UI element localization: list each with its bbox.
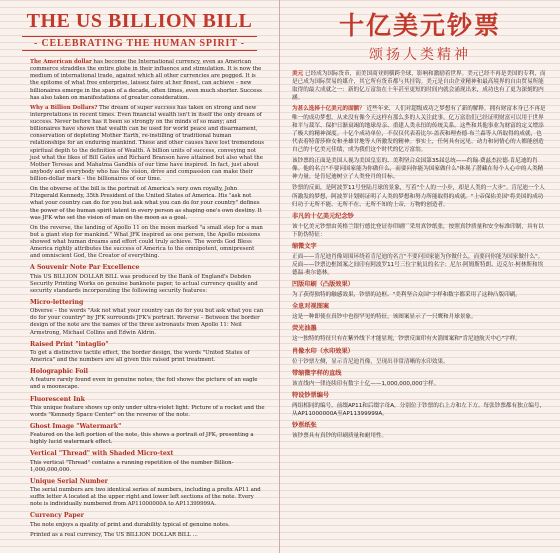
- body-paragraph: [30, 59, 265, 102]
- body-paragraph: [292, 157, 546, 181]
- paragraph-lead: 美元: [292, 71, 304, 77]
- section-text: 为了获得独特的触感效果，钞票的边框、"美利坚合众国"字样和数字都采用了这种凸版印刷。: [292, 292, 521, 299]
- section-heading: 带缩微字样的直线: [292, 369, 342, 377]
- section-text: 该十亿美元钞票由英格兰银行德比登证券印刷厂采用真钞纸张，按照真钞质量和安全标准印制，具有以下防伪特征：: [292, 223, 544, 238]
- section-text: 这一独特的特征只有在紫外线下才能显现，钞票反面印有火箭图案和"肯尼迪航天中心"字样。: [292, 336, 521, 343]
- english-body: [0, 59, 279, 539]
- section-heading: 特设钞票编号: [292, 391, 330, 399]
- section-heading: Fluorescent Ink: [30, 395, 85, 403]
- section-heading: 凹版印刷（凸版效果）: [292, 281, 354, 289]
- english-title: THE US BILLION BILL: [26, 10, 253, 32]
- paragraph-text: On the obverse of the bill is the portrait of America's very own royalty, John Fitzgerald Kennedy, 35th President of the United States of America. His "ask not what your country can do for you but ask what you can do for your country" defines the power of the human spirit latent in every person as shaping one's own destiny. It was JFK who set the vision of man on the moon as a goal.: [30, 186, 262, 221]
- chinese-subtitle: 颂扬人类精神: [369, 47, 471, 63]
- paragraph-lead: 为甚么选择十亿美元的面额？: [292, 106, 365, 113]
- paragraph-text: 该钞票的正面是美国人视为美国皇室的、美利坚合众国第35届总统——约翰·费兹杰拉德·肯尼迪的肖像。他的名言"不要问国家能为你做什么，而要问你能为国家做什么"体现了潜藏在每个人心中的人类精神力量。是肯尼迪树立了人类登月的目标。: [292, 158, 544, 181]
- paragraph-text: 近些年来，人们对超级成功之梦想有了新的解释。拥有财富本身已不再是唯一的成功梦想，从来没有像今天这样有那么多的人关注此事。亿万富翁们已经证明财富可以用于世界和平与裁军、保护日渐衰竭的地球母亲、重建人类永恒的传统关系。这些和其他事业为财富的定义增添了极大的精神深度。十亿个成功单位，不仅仅代表着比尔·盖茨和理查德·布兰森等人所取得的成就，也代表着特蕾莎修女和圣雄甘地等人所激发的精神。事实上，任何具有远见、动力和同情心的人都能创造自己的十亿美元佳绩，成为我们这个时代的亿万富翁。: [292, 106, 546, 153]
- section-text: Featured on the left portion of the note, this shows a portrait of JFK, presenting a highly lucid watermark effect.: [30, 432, 254, 446]
- section-heading: Micro-lettering: [30, 298, 84, 306]
- paragraph-lead: Why a Billion Dollars?: [30, 104, 98, 111]
- chinese-column: [280, 0, 560, 553]
- section-heading: Unique Serial Number: [30, 477, 108, 485]
- paragraph-lead: The American dollar: [30, 59, 92, 65]
- section-text: 位于钞票左侧，显示肯尼迪肖像，呈现出非常清晰的水印效果。: [292, 358, 449, 365]
- section-text: This vertical "Thread" contains a running repetition of the number Billion-1,000,000,000.: [30, 459, 234, 473]
- section-heading: 钞票纸张: [292, 421, 317, 429]
- english-subtitle: - CELEBRATING THE HUMAN SPIRIT -: [22, 36, 257, 51]
- body-paragraph: [292, 105, 546, 154]
- section-heading: 全息对视图案: [292, 303, 330, 311]
- section-text: A feature rarely found even in genuine notes, the foil shows the picture of an eagle and a moonscape.: [30, 377, 258, 391]
- section-text: 这是一种即使在真钞中也很罕见的特征，该图案显示了一只鹰和月球景象。: [292, 314, 477, 321]
- section-heading: 非凡的十亿美元纪念钞: [292, 212, 354, 220]
- section-text: This unique feature shows up only under ultra-violet light. Picture of a rocket and the words "Kennedy Space Center" on the reverse of the note.: [30, 404, 265, 418]
- body-paragraph: [292, 184, 546, 208]
- section-text: This US BILLION DOLLAR BILL was produced by the Bank of England's Debden Security Printing Works on genuine banknote paper, to actual currency quality and security standards incorporating the following security features:: [30, 273, 258, 294]
- paragraph-text: has become the International currency, even as American commerce straddles the entire globe in their influence and stimulation. It is now the medium of international trade, against which all other currencies are pegged. It is the epitome of what free enterprise, laissez faire at her finest, can achieve – new billionaires emerge in the span of a decade, often times, even much shorter. Success has also taken on manifestations of greater consideration.: [30, 59, 262, 101]
- chinese-title: 十亿美元钞票: [338, 11, 501, 40]
- section-text: 该直线内一律连续印有数字十亿——1,000,000,000字样。: [292, 380, 440, 387]
- body-paragraph: [30, 186, 265, 222]
- section-heading: A Souvenir Note Par Excellence: [30, 264, 140, 272]
- paragraph-text: 已经成为国际货币，而美国商业则横跨全球，影响和激励着世界。美元已经不再是美国的专利，而是已成为国际贸易的媒介，其它所有货币都与其挂钩。美元是自由企业精神和最高境界的自由贸易所能取得的最大成就之一：新的亿万富翁在十年甚至更短的时间内就会涌现出来，成功也有了更为深刻的内涵。: [292, 71, 546, 102]
- section-heading: Holographic Foil: [30, 368, 89, 376]
- section-heading: Raised Print "intaglio": [30, 340, 109, 348]
- section-heading: Vertical "Thread" with Shaded Micro-text: [30, 450, 174, 458]
- section-heading: 荧光油墨: [292, 325, 317, 333]
- section-heading: Currency Paper: [30, 512, 84, 520]
- footer-line: Printed as a real currency, The US BILLION DOLLAR BILL ...: [30, 531, 198, 538]
- section-text: 该钞票具有真钞的印刷质量和耐用性。: [292, 432, 388, 439]
- section-text: The note enjoys a quality of print and durability typical of genuine notes.: [30, 521, 230, 528]
- paragraph-text: 钞票的反面，是阿波罗11号登陆月球的景象，写着"个人的一小步，却是人类的一大步"。肯尼迪一个人所激发的梦想，阿波罗计划则证明了人类的梦想和努力所能取得的成就。"上帝保佑美国"将美国的成功归功于无所不能、无所不在、无所不知的上帝，万物的创造者。: [292, 185, 545, 208]
- body-paragraph: [30, 105, 265, 183]
- chinese-body: [280, 70, 560, 440]
- paragraph-text: On the reverse, the landing of Apollo 11 on the moon marked "a small step for a man but a giant step for mankind." What JFK inspired as one person, the Apollo missions showed what human dreams and effort could truly achieve. The words God Bless America rightly attributes the success of America to the omnipotent, omnipresent and omniscient God, the Creator of everything.: [30, 224, 263, 260]
- section-text: The serial numbers are two identical series of numbers, including a prefix AP11 and suffix letter A located at the upper right and lower left sections of the note. Every note is individually numbered from AP11000000A to AP11399999A.: [30, 487, 261, 508]
- section-text: 正面——肯尼迪肖像周围环绕着肯尼迪的名言"不要问国家能为你做什么，而要问你能为国家做什么"。反面——钞票边框图案之间印有阿波罗11号三位宇航员的名字：尼尔·阿姆斯特朗、迈克尔·柯林斯和埃德温·奥尔德林。: [292, 253, 544, 277]
- paragraph-text: The dream of super success has taken on strong and new interpretations in recent times. Even financial wealth isn't in itself the only dream of success. Never before has it been so strongly on the minds of so many; and billionaires have shown that wealth can be used for world peace and disarmament, conservation of depleting Mother Earth, re-instilling of traditional human relationships for an enduring mankind. These and other causes have lost tremendous spiritual depth to the definition of Wealth. A billion units of success, conveying not just what the likes of Bill Gates and Richard Branson have attained but also what the Mother Teresas and Mahatma Gandhis of our time have inspired. In fact, just about anybody and everybody who has the vision, drive and compassion can make their billion-dollar mark – the billionaires of our time.: [30, 104, 264, 182]
- section-heading: 缩微文字: [292, 242, 317, 250]
- section-text: Obverse – the words "Ask not what your country can do for you but ask what you can do for your country" by JFK surrounds JFK's portrait. Reverse – Between the border design of the note are the names of the three astronauts from Apollo 11: Neil Armstrong, Michael Collins and Edwin Aldrin.: [30, 308, 264, 336]
- section-text: To get a distinctive tactile effect, the border design, the words "United States of America" and the numbers are all given this raised print treatment.: [30, 349, 250, 363]
- section-heading: Ghost Image "Watermark": [30, 422, 122, 430]
- body-paragraph: [30, 225, 265, 261]
- body-paragraph: [292, 70, 546, 102]
- section-heading: 肖像水印（水印效果）: [292, 347, 354, 355]
- section-text: 两组相同的编号，前缀AP11和后缀字母A，分别位于钞票的右上方和左下方。每张钞票都有独立编号，从AP11000000A至AP11399999A。: [292, 402, 546, 417]
